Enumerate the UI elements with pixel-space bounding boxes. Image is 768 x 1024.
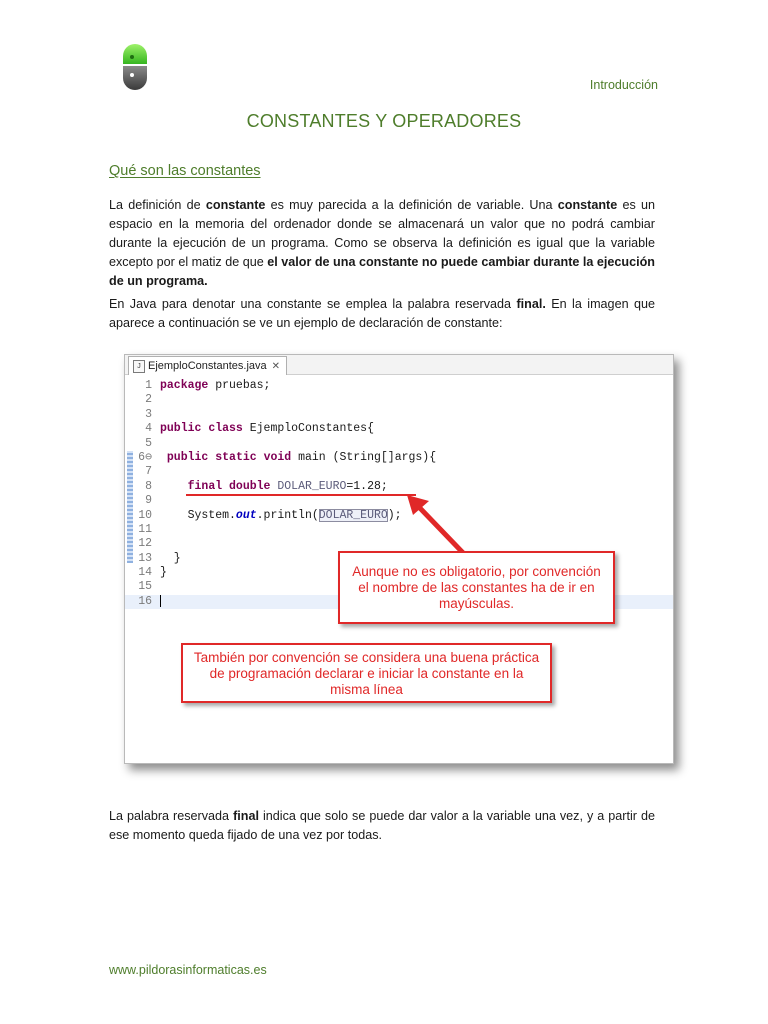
code-line[interactable] [125,408,673,422]
code-line[interactable] [125,537,673,551]
code-token: ); [387,508,402,522]
line-number: 4 [145,422,152,436]
code-token [257,451,264,464]
section-label: Introducción [589,78,658,92]
line-number: 1 [145,379,152,392]
editor-tab-label: EjemploConstantes.java [148,360,267,372]
page-title: CONSTANTES Y OPERADORES [246,111,522,131]
line-number: 5 [145,436,152,450]
code-token [160,451,167,464]
text-run: es muy parecida a la definición de variable. Una [265,198,558,212]
paragraph-final-meaning [109,807,655,845]
line-number: 14 [138,566,152,580]
code-line[interactable] [125,509,673,523]
bold-text: final [233,809,259,823]
code-token: DOLAR_EURO [318,508,388,522]
code-token [160,480,188,493]
code-token: double [229,479,271,493]
code-token: } [160,566,167,580]
line-number: 8 [145,479,152,493]
line-number: 2 [145,393,152,407]
code-token: class [208,422,243,436]
code-line[interactable] [125,465,673,479]
editor-tab-bar [125,355,673,375]
java-file-icon: J [133,360,145,373]
bold-text: constante [205,198,266,212]
line-number: 13 [138,551,152,565]
code-line[interactable] [125,523,673,537]
code-text [160,422,374,436]
code-token: void [263,450,292,464]
text-run: La palabra reservada [109,809,234,823]
code-text [160,566,167,580]
text-caret [160,595,161,607]
editor-tab[interactable] [128,356,287,375]
code-token: =1.28; [346,479,388,493]
code-line[interactable] [125,437,673,451]
code-line[interactable] [125,494,673,508]
line-number: 6⊖ [138,450,152,464]
code-token: } [160,551,181,565]
footer-website-link[interactable]: www.pildorasinformaticas.es [109,963,267,977]
code-text [160,509,402,523]
code-line[interactable] [125,480,673,494]
line-number: 3 [145,407,152,421]
code-token: .println( [256,508,319,522]
code-token: final [187,479,223,493]
code-text [160,552,181,566]
line-number: 7 [145,465,152,479]
code-token: EjemploConstantes{ [242,422,374,436]
text-run: En la imagen que aparece a continuación se ve un ejemplo de declaración de constante: [109,297,655,330]
code-line[interactable] [125,379,673,393]
code-text [160,379,270,393]
code-line[interactable] [125,393,673,407]
code-token: package [160,379,209,392]
callout-same-line-convention: También por convención se considera una buena práctica de programación declarar e iniciar la constante en la misma línea [181,643,552,703]
code-text [160,451,436,465]
bold-text: el valor de una constante no puede cambiar durante la ejecución de un programa. [109,255,656,288]
line-number: 10 [138,508,152,522]
text-run: En Java para denotar una constante se emplea la palabra reservada [109,297,517,311]
close-icon[interactable]: ✕ [271,360,281,372]
code-text [160,480,388,494]
code-text [160,595,161,609]
code-token: System. [160,508,236,522]
line-number: 11 [138,522,152,536]
paragraph-final-keyword [109,295,655,333]
callout-uppercase-convention: Aunque no es obligatorio, por convención el nombre de las constantes ha de ir en mayúsculas. [338,551,615,624]
line-number: 16 [138,594,152,608]
code-token: out [235,508,257,522]
code-token: public [166,450,209,464]
paragraph-definition [109,196,655,291]
code-token: public [160,422,202,436]
site-logo-icon [121,44,149,90]
text-run: indica que solo se puede dar valor a la variable una vez, y a partir de ese momento queda fijado de una vez por todas. [109,809,655,842]
bold-text: constante [557,198,618,212]
line-number: 9 [145,494,152,508]
bold-text: final. [516,297,546,311]
code-token: main (String[]args){ [291,450,437,464]
line-number: 12 [138,537,152,551]
line-number: 15 [138,580,152,594]
code-token: static [215,450,257,464]
code-token [222,480,229,493]
section-heading: Qué son las constantes [109,163,261,179]
highlight-underline [186,494,416,496]
code-line[interactable] [125,422,673,436]
code-token: pruebas; [208,379,271,392]
code-token: DOLAR_EURO [277,479,347,493]
text-run: La definición de [109,198,206,212]
text-run: es un espacio en la memoria del ordenador donde se almacenará un valor que no podrá cambiar durante la ejecución de un programa. Como se observa la definición es igual que la variable excepto por el matiz de que [109,198,655,269]
code-line[interactable] [125,451,673,465]
